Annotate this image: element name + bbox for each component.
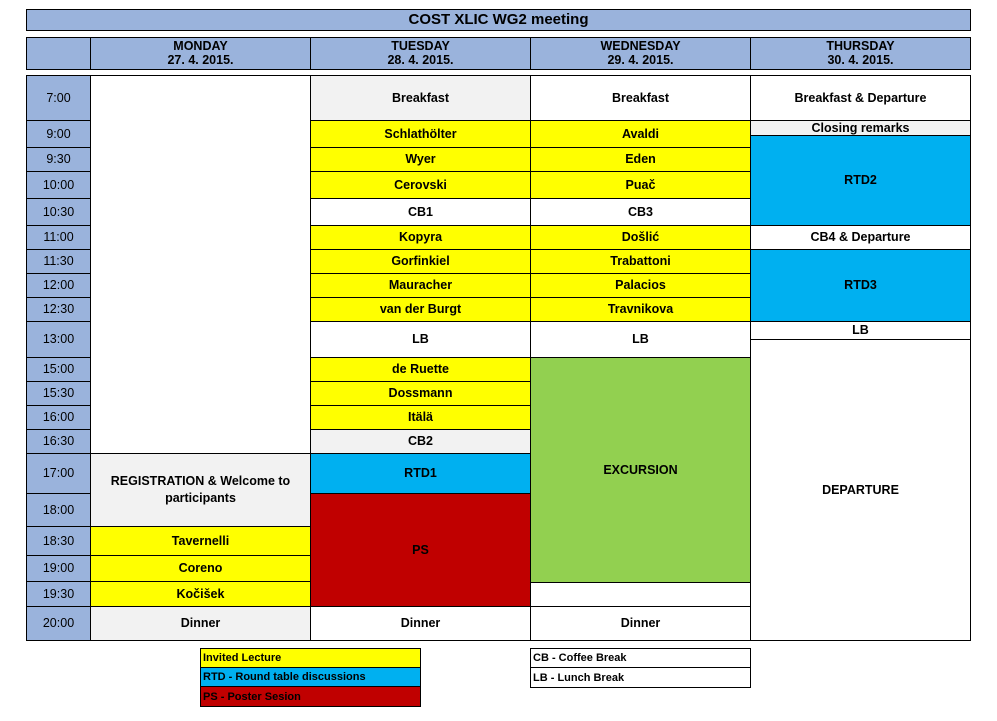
tuesday-gorfinkiel: Gorfinkiel: [310, 249, 531, 274]
day-header-tuesday: [310, 37, 531, 70]
thursday-rtd2: RTD2: [750, 135, 971, 226]
legend-coffee-break: CB - Coffee Break: [530, 648, 751, 668]
time-slot: 9:30: [26, 147, 91, 172]
monday-dinner: Dinner: [90, 606, 311, 641]
time-slot: 20:00: [26, 606, 91, 641]
legend-lunch-break: LB - Lunch Break: [530, 667, 751, 688]
tuesday-cerovski: Cerovski: [310, 171, 531, 199]
day-header-monday: [90, 37, 311, 70]
tuesday-dinner: Dinner: [310, 606, 531, 641]
header-corner: [26, 37, 91, 70]
monday-kocisek: Kočišek: [90, 581, 311, 607]
time-slot: 9:00: [26, 120, 91, 148]
tuesday-vanderburgt: van der Burgt: [310, 297, 531, 322]
day-header-thursday: [750, 37, 971, 70]
legend-poster: PS - Poster Sesion: [200, 686, 421, 707]
day-date: 27. 4. 2015.: [167, 52, 234, 67]
thursday-rtd3: RTD3: [750, 249, 971, 322]
tuesday-cb1: CB1: [310, 198, 531, 226]
page-title: COST XLIC WG2 meeting: [26, 9, 971, 31]
thursday-departure: DEPARTURE: [750, 339, 971, 641]
time-slot: 16:30: [26, 429, 91, 454]
time-slot: 18:30: [26, 526, 91, 556]
monday-registration: REGISTRATION & Welcome to participants: [90, 453, 311, 527]
day-date: 30. 4. 2015.: [827, 52, 894, 67]
thursday-lb: LB: [750, 321, 971, 340]
time-slot: 11:30: [26, 249, 91, 274]
tuesday-lb: LB: [310, 321, 531, 358]
tuesday-kopyra: Kopyra: [310, 225, 531, 250]
time-slot: 11:00: [26, 225, 91, 250]
thursday-breakfast: Breakfast & Departure: [750, 75, 971, 121]
wednesday-doslic: Došlić: [530, 225, 751, 250]
tuesday-ps: PS: [310, 493, 531, 607]
wednesday-dinner: Dinner: [530, 606, 751, 641]
time-slot: 10:00: [26, 171, 91, 199]
legend-rtd: RTD - Round table discussions: [200, 667, 421, 687]
legend-invited-lecture: Invited Lecture: [200, 648, 421, 668]
day-date: 29. 4. 2015.: [607, 52, 674, 67]
wednesday-palacios: Palacios: [530, 273, 751, 298]
tuesday-wyer: Wyer: [310, 147, 531, 172]
wednesday-trabattoni: Trabattoni: [530, 249, 751, 274]
thursday-cb4: CB4 & Departure: [750, 225, 971, 250]
tuesday-cb2: CB2: [310, 429, 531, 454]
time-slot: 17:00: [26, 453, 91, 494]
wednesday-avaldi: Avaldi: [530, 120, 751, 148]
wednesday-cb3: CB3: [530, 198, 751, 226]
monday-tavernelli: Tavernelli: [90, 526, 311, 556]
time-slot: 10:30: [26, 198, 91, 226]
monday-free-block: [90, 75, 311, 454]
wednesday-lb: LB: [530, 321, 751, 358]
time-slot: 19:30: [26, 581, 91, 607]
thursday-closing: Closing remarks: [750, 120, 971, 136]
day-header-wednesday: [530, 37, 751, 70]
tuesday-itala: Itälä: [310, 405, 531, 430]
time-slot: 16:00: [26, 405, 91, 430]
tuesday-dossmann: Dossmann: [310, 381, 531, 406]
tuesday-schlatholter: Schlathölter: [310, 120, 531, 148]
time-slot: 7:00: [26, 75, 91, 121]
wednesday-eden: Eden: [530, 147, 751, 172]
time-slot: 15:00: [26, 357, 91, 382]
day-name: MONDAY: [173, 39, 228, 54]
day-date: 28. 4. 2015.: [387, 52, 454, 67]
wednesday-excursion: EXCURSION: [530, 357, 751, 583]
time-slot: 12:00: [26, 273, 91, 298]
time-slot: 12:30: [26, 297, 91, 322]
day-name: WEDNESDAY: [600, 39, 681, 54]
day-name: THURSDAY: [826, 39, 895, 54]
wednesday-breakfast: Breakfast: [530, 75, 751, 121]
time-slot: 15:30: [26, 381, 91, 406]
wednesday-empty: [530, 582, 751, 607]
wednesday-travnikova: Travnikova: [530, 297, 751, 322]
tuesday-rtd1: RTD1: [310, 453, 531, 494]
time-slot: 13:00: [26, 321, 91, 358]
wednesday-puac: Puač: [530, 171, 751, 199]
tuesday-mauracher: Mauracher: [310, 273, 531, 298]
time-slot: 18:00: [26, 493, 91, 527]
time-slot: 19:00: [26, 555, 91, 582]
monday-coreno: Coreno: [90, 555, 311, 582]
day-name: TUESDAY: [391, 39, 450, 54]
tuesday-breakfast: Breakfast: [310, 75, 531, 121]
tuesday-deruette: de Ruette: [310, 357, 531, 382]
